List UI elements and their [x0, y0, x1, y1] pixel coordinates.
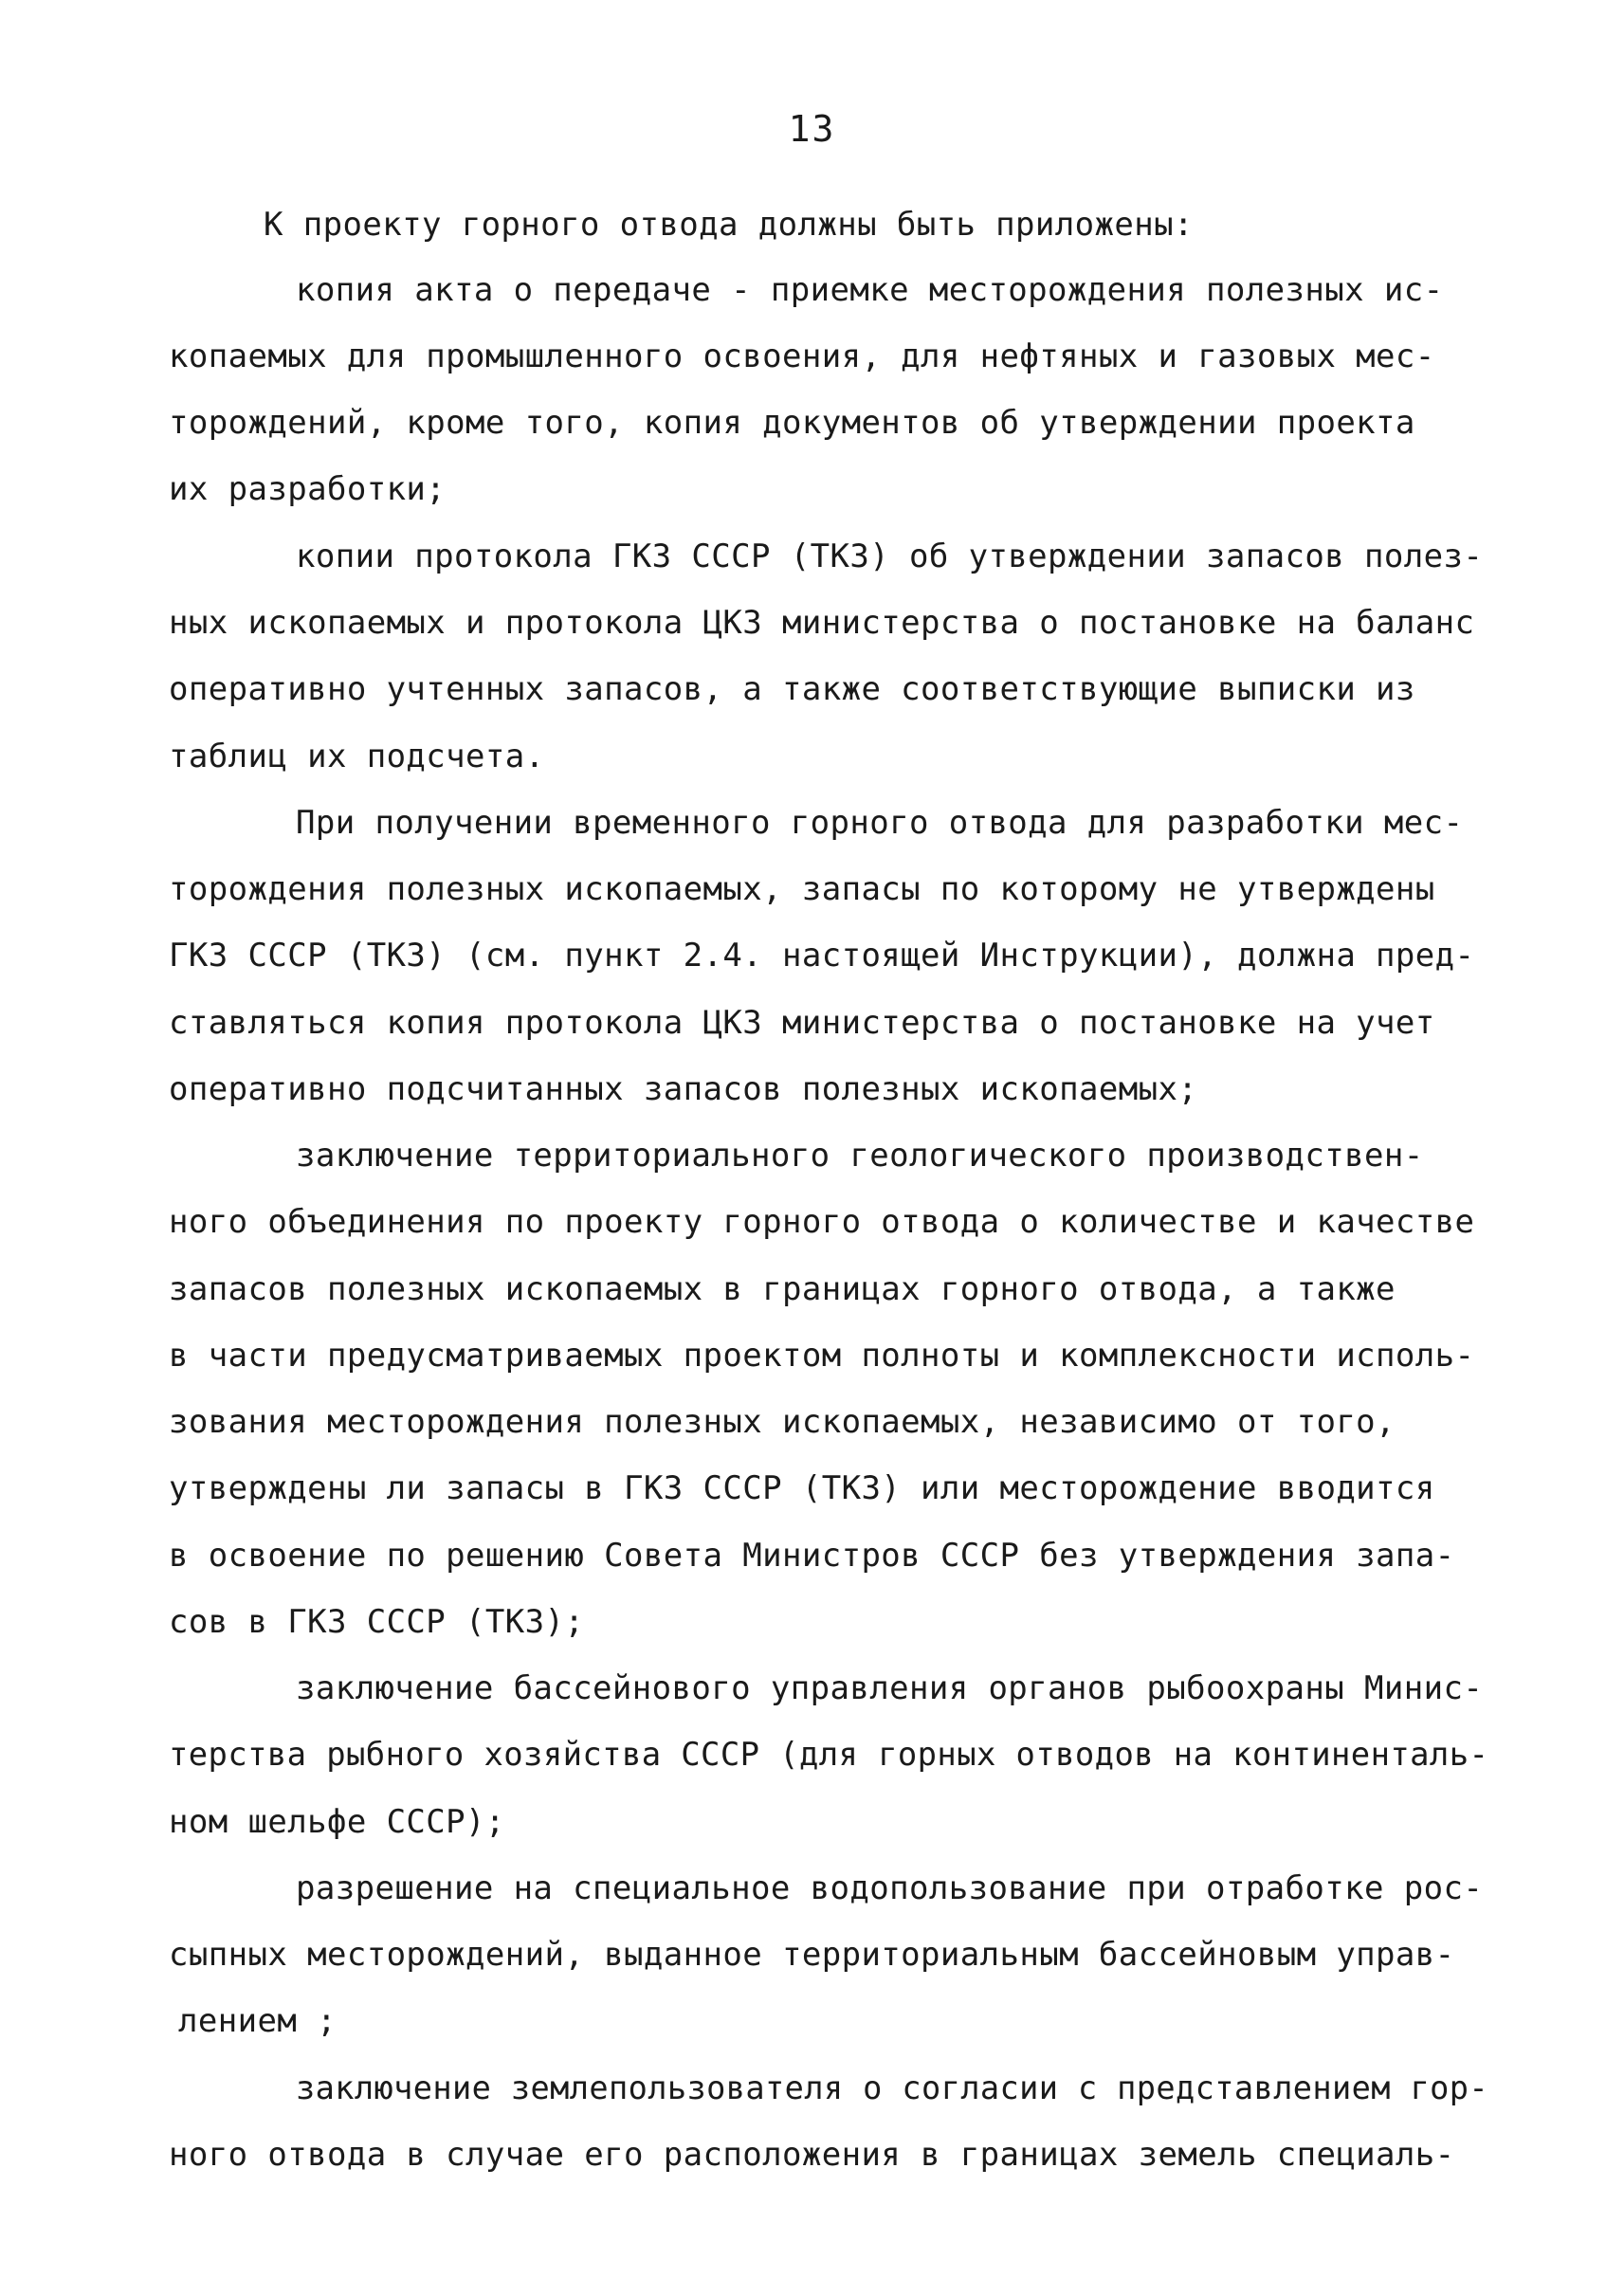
text-line-21: в освоение по решению Совета Министров СССР без утверждения запа- — [169, 1537, 1455, 1575]
text-line-10: При получении временного горного отвода для разработки мес- — [296, 804, 1464, 842]
text-line-27: сыпных месторождений, выданное территориальным бассейновым управ- — [169, 1936, 1455, 1974]
text-line-24: терства рыбного хозяйства СССР (для горных отводов на континенталь- — [169, 1736, 1489, 1774]
page-number: 13 — [788, 108, 836, 150]
text-line-26: разрешение на специальное водопользование при отработке рос- — [296, 1869, 1484, 1907]
text-line-18: в части предусматриваемых проектом полноты и комплексности исполь- — [169, 1337, 1475, 1375]
text-line-29: заключение землепользователя о согласии с представлением гор- — [296, 2069, 1489, 2107]
text-line-9: таблиц их подсчета. — [169, 738, 545, 775]
text-line-6: копии протокола ГКЗ СССР (ТКЗ) об утверждении запасов полез- — [296, 538, 1484, 575]
text-line-20: утверждены ли запасы в ГКЗ СССР (ТКЗ) или месторождение вводится — [169, 1469, 1435, 1507]
text-line-25: ном шельфе СССР); — [169, 1803, 505, 1841]
text-line-11: торождения полезных ископаемых, запасы по которому не утверждены — [169, 870, 1435, 908]
text-line-5: их разработки; — [169, 470, 447, 508]
text-line-14: оперативно подсчитанных запасов полезных ископаемых; — [169, 1070, 1198, 1108]
text-line-7: ных ископаемых и протокола ЦКЗ министерства о постановке на баланс — [169, 604, 1475, 642]
text-line-13: ставляться копия протокола ЦКЗ министерства о постановке на учет — [169, 1004, 1435, 1042]
text-line-8: оперативно учтенных запасов, а также соответствующие выписки из — [169, 670, 1415, 708]
text-line-4: торождений, кроме того, копия документов об утверждении проекта — [169, 404, 1415, 442]
text-line-28: лением ; — [178, 2002, 337, 2040]
text-line-1: К проекту горного отвода должны быть приложены: — [264, 206, 1194, 244]
text-line-15: заключение территориального геологического производствен- — [296, 1137, 1424, 1175]
text-line-19: зования месторождения полезных ископаемых, независимо от того, — [169, 1403, 1396, 1441]
text-line-23: заключение бассейнового управления органов рыбоохраны Минис- — [296, 1669, 1484, 1707]
text-line-2: копия акта о передаче - приемке месторождения полезных ис- — [296, 271, 1444, 309]
text-line-30: ного отвода в случае его расположения в границах земель специаль- — [169, 2136, 1455, 2174]
text-line-22: сов в ГКЗ СССР (ТКЗ); — [169, 1603, 585, 1641]
text-line-17: запасов полезных ископаемых в границах горного отвода, а также — [169, 1270, 1396, 1308]
text-line-16: ного объединения по проекту горного отвода о количестве и качестве — [169, 1203, 1475, 1241]
text-line-12: ГКЗ СССР (ТКЗ) (см. пункт 2.4. настоящей Инструкции), должна пред- — [169, 937, 1475, 975]
text-line-3: копаемых для промышленного освоения, для нефтяных и газовых мес- — [169, 337, 1435, 375]
